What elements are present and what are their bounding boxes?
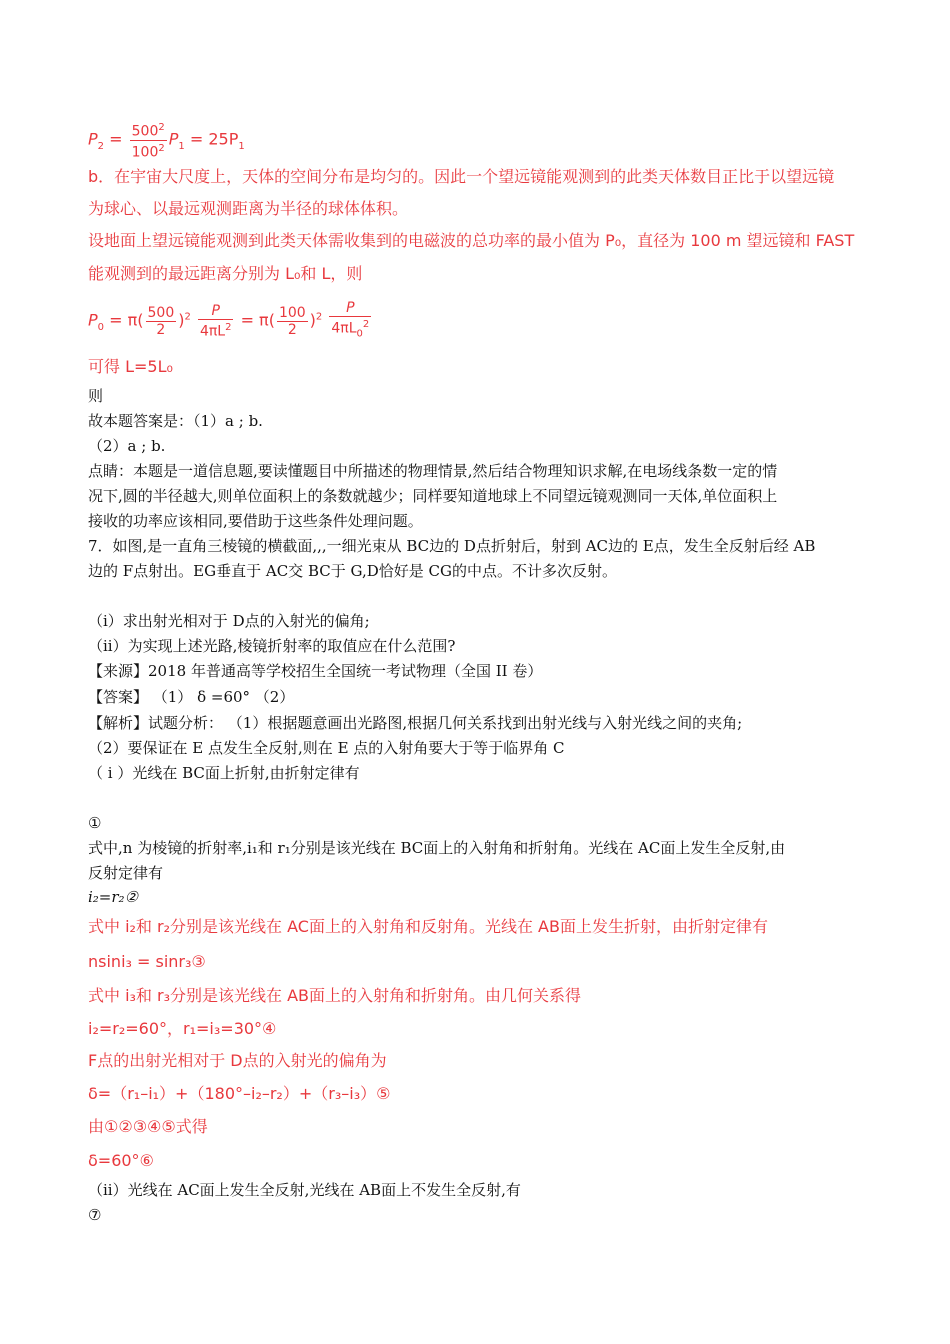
eq-p0-eq2: = π( [240,310,275,330]
source-line: 【来源】2018 年普通高等学校招生全国统一考试物理（全国 II 卷） [88,662,543,680]
eq-p0-eq1: = π( [109,310,144,330]
circle-marker-1: ① [88,814,102,832]
eq-p0-frac4 [329,300,371,342]
equation-3: nsini₃ = sinr₃③ [88,952,206,971]
answer-line2: （2）a ; b. [88,437,166,455]
red-line3: F点的出射光相对于 D点的入射光的偏角为 [88,1051,387,1070]
eq-p2-mid: P [168,129,179,149]
eq-p0-sq1: 2 [184,311,191,323]
eq-p0-frac3 [277,305,308,338]
comment-line3: 接收的功率应该相同,要借助于这些条件处理问题。 [88,512,423,530]
question7-part-ii: （ii）为实现上述光路,棱镜折射率的取值应在什么范围? [88,637,456,655]
eq-p2-den-sup: 2 [158,142,165,154]
comment-line2: 况下,圆的半径越大,则单位面积上的条数就越少；同样要知道地球上不同望远镜观测同一天体,单位面积上 [88,487,778,505]
eq-p0-d2: 4πL [199,323,226,340]
eq-p2-num-sup: 2 [158,122,165,133]
para-b-line1: b．在宇宙大尺度上，天体的空间分布是均匀的。因此一个望远镜能观测到的此类天体数目正比于以望远镜 [88,167,835,186]
circle-marker-7: ⑦ [88,1206,102,1224]
eq-p2-equals: = [109,129,123,149]
part-ii-line: （ii）光线在 AC面上发生全反射,光线在 AB面上不发生全反射,有 [88,1181,521,1199]
eq-p2-lhs-sub: 2 [97,140,105,152]
para-b-line2: 为球心、以最远观测距离为半径的球体体积。 [88,199,409,218]
analysis-line1: 【解析】试题分析： （1）根据题意画出光路图,根据几何关系找到出射光线与入射光线之间的夹角; [88,714,743,732]
red-line2: 式中 i₃和 r₃分别是该光线在 AB面上的入射角和折射角。由几何关系得 [88,986,582,1005]
explanation-line1: 式中,n 为棱镜的折射率,i₁和 r₁分别是该光线在 BC面上的入射角和折射角。光线在 AC面上发生全反射,由 [88,839,786,857]
eq-p0-d3: 2 [287,321,297,338]
question7-part-i: （i）求出射光相对于 D点的入射光的偏角; [88,612,370,630]
eq-p2-num: 500 [131,123,159,140]
para-set-line2: 能观测到的最远距离分别为 L₀和 L，则 [88,264,363,283]
eq-p2-rhs-sub: 1 [238,140,245,152]
eq-p2-den: 100 [131,144,159,161]
eq-p2-mid-sub: 1 [178,140,185,152]
eq-p0-sq2: 2 [315,311,323,323]
eq-p0-d4-sub: 0 [356,328,363,340]
eq-p0-d4-sup: 2 [362,319,370,330]
question7-line2: 边的 F点射出。EG垂直于 AC交 BC于 G,D恰好是 CG的中点。不计多次反射。 [88,562,617,580]
eq-p2-rhs: = 25P [189,129,239,149]
equation-6: δ=60°⑥ [88,1151,154,1170]
eq-p0-n3: 100 [278,304,306,321]
explanation-line2: 反射定律有 [88,864,164,882]
eq-p2-lhs: P [88,129,98,149]
eq-p0-lhs: P [88,310,98,330]
answer-line1: 故本题答案是：（1）a ; b. [88,412,263,430]
comment-line1: 点睛：本题是一道信息题,要读懂题目中所描述的物理情景,然后结合物理知识求解,在电场线条数一定的情 [88,462,778,480]
equation-4: i₂=r₂=60°，r₁=i₃=30°④ [88,1019,277,1038]
equation-p2 [88,120,245,160]
eq-p0-pw1: ) [178,310,185,330]
eq-p0-d1: 2 [156,321,166,338]
red-line4: 由①②③④⑤式得 [88,1117,208,1136]
eq-p0-pw2: ) [309,310,316,330]
equation-p0 [88,300,373,342]
eq-p2-fraction [130,120,167,160]
red-line1: 式中 i₂和 r₂分别是该光线在 AC面上的入射角和反射角。光线在 AB面上发生折射，由折射定律有 [88,917,768,936]
equation-5: δ=（r₁–i₁）+（180°–i₂–r₂）+（r₃–i₃）⑤ [88,1084,391,1103]
analysis-line3: （ i ）光线在 BC面上折射,由折射定律有 [88,764,360,782]
eq-p0-frac2 [198,303,234,340]
eq-p0-frac1 [146,305,177,338]
eq-p0-d4: 4πL [331,320,357,337]
eq-p0-lhs-sub: 0 [97,321,105,333]
result-l: 可得 L=5L₀ [88,357,173,376]
eq-p0-n4: P [329,300,371,317]
eq-p0-d2-sup: 2 [225,321,232,333]
analysis-line2: （2）要保证在 E 点发生全反射,则在 E 点的入射角要大于等于临界角 C [88,739,565,757]
question7-line1: 7．如图,是一直角三棱镜的横截面,,,一细光束从 BC边的 D点折射后，射到 AC边的 E点，发生全反射后经 AB [88,537,816,555]
para-set-line1: 设地面上望远镜能观测到此类天体需收集到的电磁波的总功率的最小值为 P₀，直径为 100 m 望远镜和 FAST [88,231,855,250]
answer-line: 【答案】 （1） δ =60° （2） [88,688,295,706]
eq-p0-n1: 500 [147,304,175,321]
equation-2: i₂=r₂② [88,888,139,906]
eq-p0-n2: P [198,303,234,320]
line-ze: 则 [88,387,104,405]
